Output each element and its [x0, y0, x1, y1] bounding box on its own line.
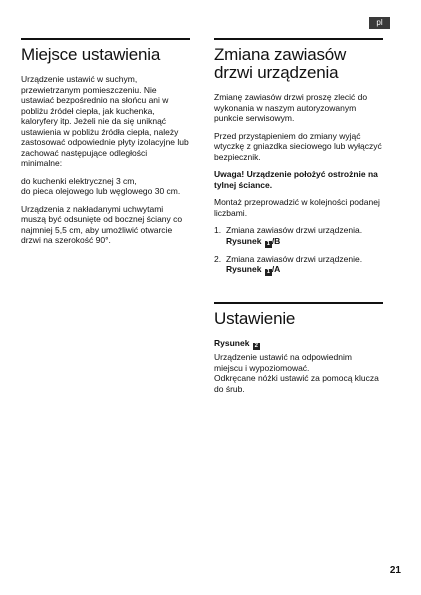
figure-number-box: 1 [266, 240, 270, 247]
handles-paragraph: Urządzenia z nakładanymi uchwytami muszą być odsunięte od bocznej ściany co najmniej 5,5 cm, aby umożliwić otwarcie drzwi na szerokość 90°. [21, 203, 183, 245]
unplug-paragraph: Przed przystąpieniem do zmiany wyjąć wtyczkę z gniazdka sieciowego lub wyłączyć bezpiecznik. [214, 130, 382, 162]
left-column [21, 38, 190, 253]
section-rule [214, 38, 383, 40]
step-number: 1. [214, 225, 222, 235]
placement-paragraph: Urządzenie ustawić w suchym, przewietrzanym pomieszczeniu. Nie ustawiać bezpośrednio na słońcu ani w pobliżu źródeł ciepła, jak kuchenka, kaloryfery itp. Jeżeli nie da się uniknąć ustawienia w pobliżu źródła ciepła, należy zastosować odpowiednie płyty izolacyjne lub zachować następujące odległości minimalne: [21, 74, 189, 168]
section-rule [214, 302, 383, 304]
hinges-service-paragraph: Zmianę zawiasów drzwi proszę zlecić do wykonania w naszym autoryzowanym punkcie serwisowym. [214, 92, 368, 123]
step-item [214, 225, 383, 248]
installation-paragraph: Urządzenie ustawić na odpowiednim miejscu i wypoziomować. [214, 352, 352, 373]
step-text: Zmiana zawiasów drzwi urządzenia. Rysunek 1 /B [226, 225, 363, 247]
page-number: 21 [389, 565, 401, 576]
section-rule [21, 38, 190, 40]
step-text: Zmiana zawiasów drzwi urządzenie. Rysunek 1 /A [226, 253, 363, 275]
figure-number-box: 1 [266, 269, 270, 275]
step-number: 2. [214, 253, 222, 264]
figure-reference: Rysunek 2 [214, 338, 258, 349]
figure-reference: Rysunek 1 /B [226, 235, 281, 247]
figure-number-box: 2 [254, 343, 258, 349]
feet-paragraph: Odkręcane nóżki ustawić za pomocą klucza do śrub. [214, 373, 379, 394]
distance-oil-coal-stove: do pieca olejowego lub węglowego 30 cm. [21, 186, 181, 196]
section-title-placement: Miejsce ustawienia [21, 45, 161, 64]
distance-electric-stove: do kuchenki elektrycznej 3 cm, [21, 175, 137, 186]
section-title-installation: Ustawienie [214, 309, 296, 328]
language-tab: pl [369, 17, 390, 29]
caution-note: Uwaga! Urządzenie położyć ostrożnie na tylnej ściance. [214, 169, 378, 190]
right-column [214, 38, 383, 401]
step-item [214, 254, 383, 277]
order-paragraph: Montaż przeprowadzić w kolejności podanej liczbami. [214, 197, 380, 218]
section-title-hinges: Zmiana zawiasów drzwi urządzenia [214, 45, 347, 82]
figure-reference: Rysunek 1 /A [226, 264, 281, 275]
